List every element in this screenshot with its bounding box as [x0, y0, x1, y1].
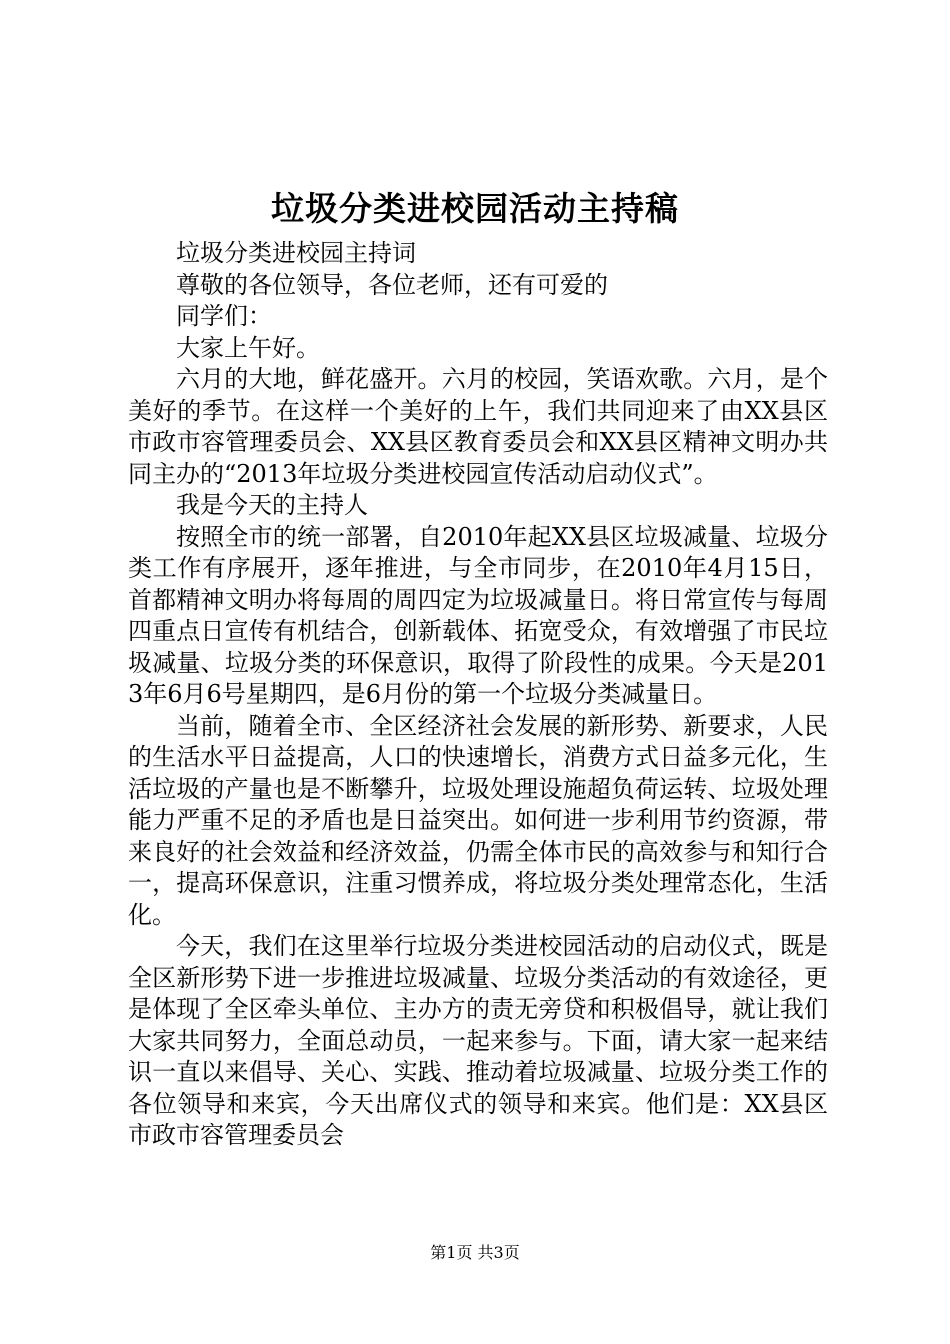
paragraph-greeting: 尊敬的各位领导，各位老师，还有可爱的 — [176, 270, 608, 299]
document-title: 垃圾分类进校园活动主持稿 — [271, 189, 679, 228]
document-body — [128, 238, 828, 1152]
paragraph-host-intro: 我是今天的主持人 — [176, 491, 368, 519]
page-number-footer: 第1页 共3页 — [430, 1243, 520, 1262]
paragraph-heading: 垃圾分类进校园主持词 — [176, 239, 416, 267]
paragraph-current-situation: 当前，随着全市、全区经济社会发展的新形势、新要求，人民的生活水平日益提高，人口的快速增长，消费方式日益多元化，生活垃圾的产量也是不断攀升，垃圾处理设施超负荷运转、垃圾处理能力严重不足的矛盾也是日益突出。如何进一步利用节约资源，带来良好的社会效益和经济效益，仍需全体市民的高效参与和知行合一，提高环保意识，注重习惯养成，将垃圾分类处理常态化，生活化。 — [128, 711, 828, 929]
paragraph-ceremony: 今天，我们在这里举行垃圾分类进校园活动的启动仪式，既是全区新形势下进一步推进垃圾减量、垃圾分类活动的有效途径，更是体现了全区牵头单位、主办方的责无旁贷和积极倡导，就让我们大家共同努力，全面总动员，一起来参与。下面，请大家一起来结识一直以来倡导、关心、实践、推动着垃圾减量、垃圾分类工作的各位领导和来宾，今天出席仪式的领导和来宾。他们是：XX县区市政市容管理委员会 — [128, 932, 828, 1149]
paragraph-background: 按照全市的统一部署，自2010年起XX县区垃圾减量、垃圾分类工作有序展开，逐年推进，与全市同步，在2010年4月15日，首都精神文明办将每周的周四定为垃圾减量日。将日常宣传与每周四重点日宣传有机结合，创新载体、拓宽受众，有效增强了市民垃圾减量、垃圾分类的环保意识，取得了阶段性的成果。今天是2013年6月6号星期四，是6月份的第一个垃圾分类减量日。 — [128, 522, 828, 708]
paragraph-good-morning: 大家上午好。 — [176, 333, 320, 362]
paragraph-june-intro: 六月的大地，鲜花盛开。六月的校园，笑语欢歌。六月，是个美好的季节。在这样一个美好的上午，我们共同迎来了由XX县区市政市容管理委员会、XX县区教育委员会和XX县区精神文明办共同主办的“2013年垃圾分类进校园宣传活动启动仪式”。 — [128, 365, 828, 488]
paragraph-greeting-cont: 同学们： — [176, 302, 272, 330]
